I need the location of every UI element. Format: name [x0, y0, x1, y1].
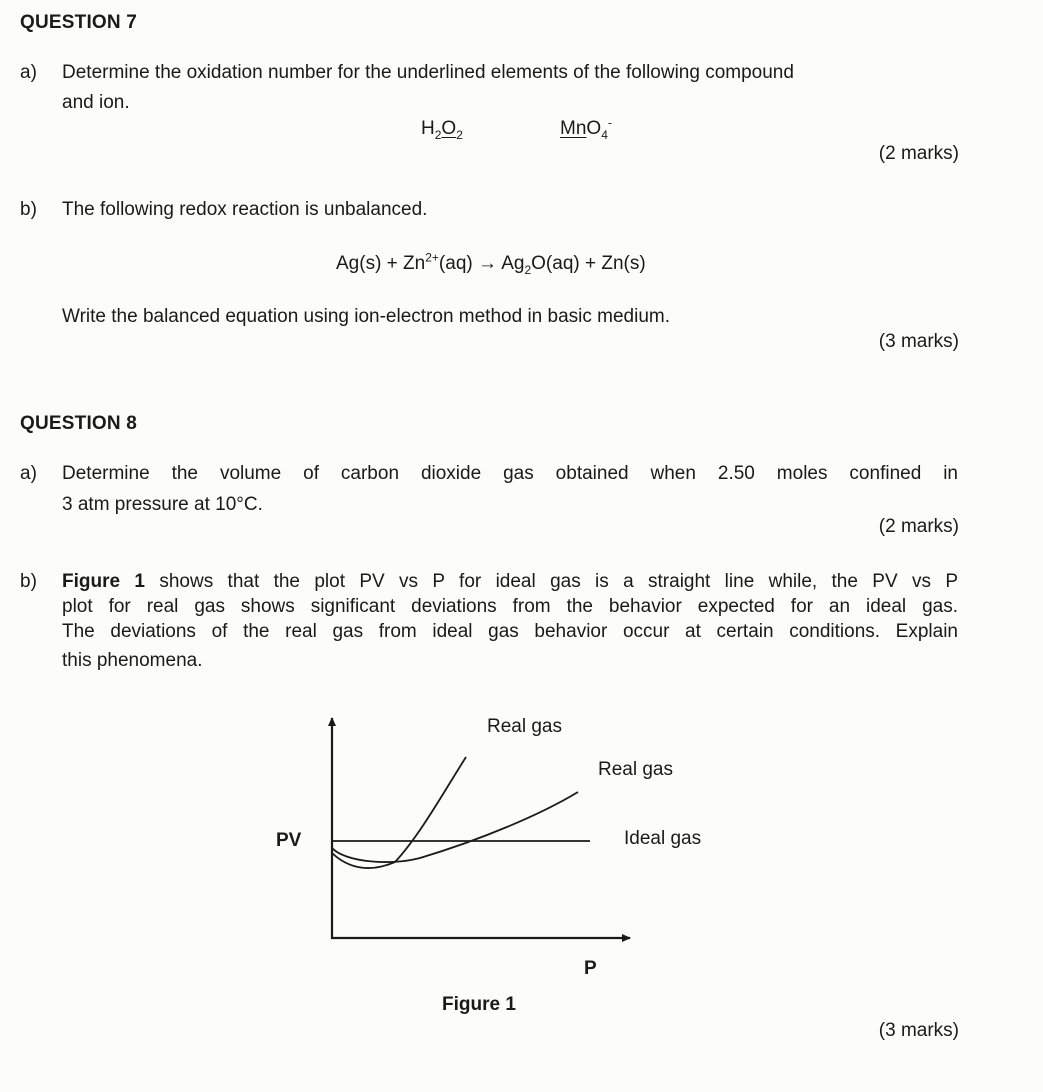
question-8-heading: QUESTION 8 [20, 413, 138, 434]
redox-equation: $Ag(s) + Zn^{2+}(aq) \to Ag_2O(aq) + Zn(s)$ [336, 250, 646, 277]
q7b-line2: Write the balanced equation using ion-electron method in basic medium. [62, 306, 670, 327]
x-axis-label: P [584, 958, 597, 979]
q7a-line1: Determine the oxidation number for the underlined elements of the following compound [62, 62, 794, 83]
q7b-marks: (3 marks) [878, 331, 959, 352]
q8b-marks: (3 marks) [878, 1020, 959, 1041]
q8b-line1: Figure 1 shows that the plot PV vs P for ideal gas is a straight line while, the PV vs P [62, 571, 959, 592]
species-h2o2: $H_2O_2$ [421, 118, 463, 142]
q7b-line1: The following redox reaction is unbalanced. [62, 199, 428, 220]
q8b-line4: this phenomena. [62, 650, 203, 671]
figure-reference: Figure 1 [62, 571, 145, 592]
q8a-marks: (2 marks) [878, 516, 959, 537]
q7a-label: a) [20, 62, 37, 83]
real-gas-curve-steep [332, 757, 466, 868]
y-axis-label: PV [276, 830, 302, 851]
question-7-heading: QUESTION 7 [20, 12, 138, 33]
q8a-line1: Determine the volume of carbon dioxide gas obtained when 2.50 moles confined in [62, 463, 958, 484]
q7a-marks: (2 marks) [878, 143, 959, 164]
real-gas-curve-gentle [332, 792, 578, 862]
q8b-label: b) [20, 571, 37, 592]
q8b-line2: plot for real gas shows significant deviations from the behavior expected for an ideal gas. [62, 596, 958, 617]
q8a-line2: 3 atm pressure at 10°C. [62, 494, 263, 515]
curve-label-ideal-gas: Ideal gas [624, 828, 702, 849]
q8a-label: a) [20, 463, 37, 484]
q7a-line2: and ion. [62, 92, 130, 113]
curve-label-real-gas-2: Real gas [598, 759, 673, 780]
q8b-line3: The deviations of the real gas from ideal gas behavior occur at certain conditions. Explain [62, 621, 958, 642]
q7b-label: b) [20, 199, 37, 220]
curve-label-real-gas-1: Real gas [487, 716, 562, 737]
species-mno4: MnO$_4$- [560, 115, 612, 142]
figure-caption: Figure 1 [442, 994, 516, 1015]
